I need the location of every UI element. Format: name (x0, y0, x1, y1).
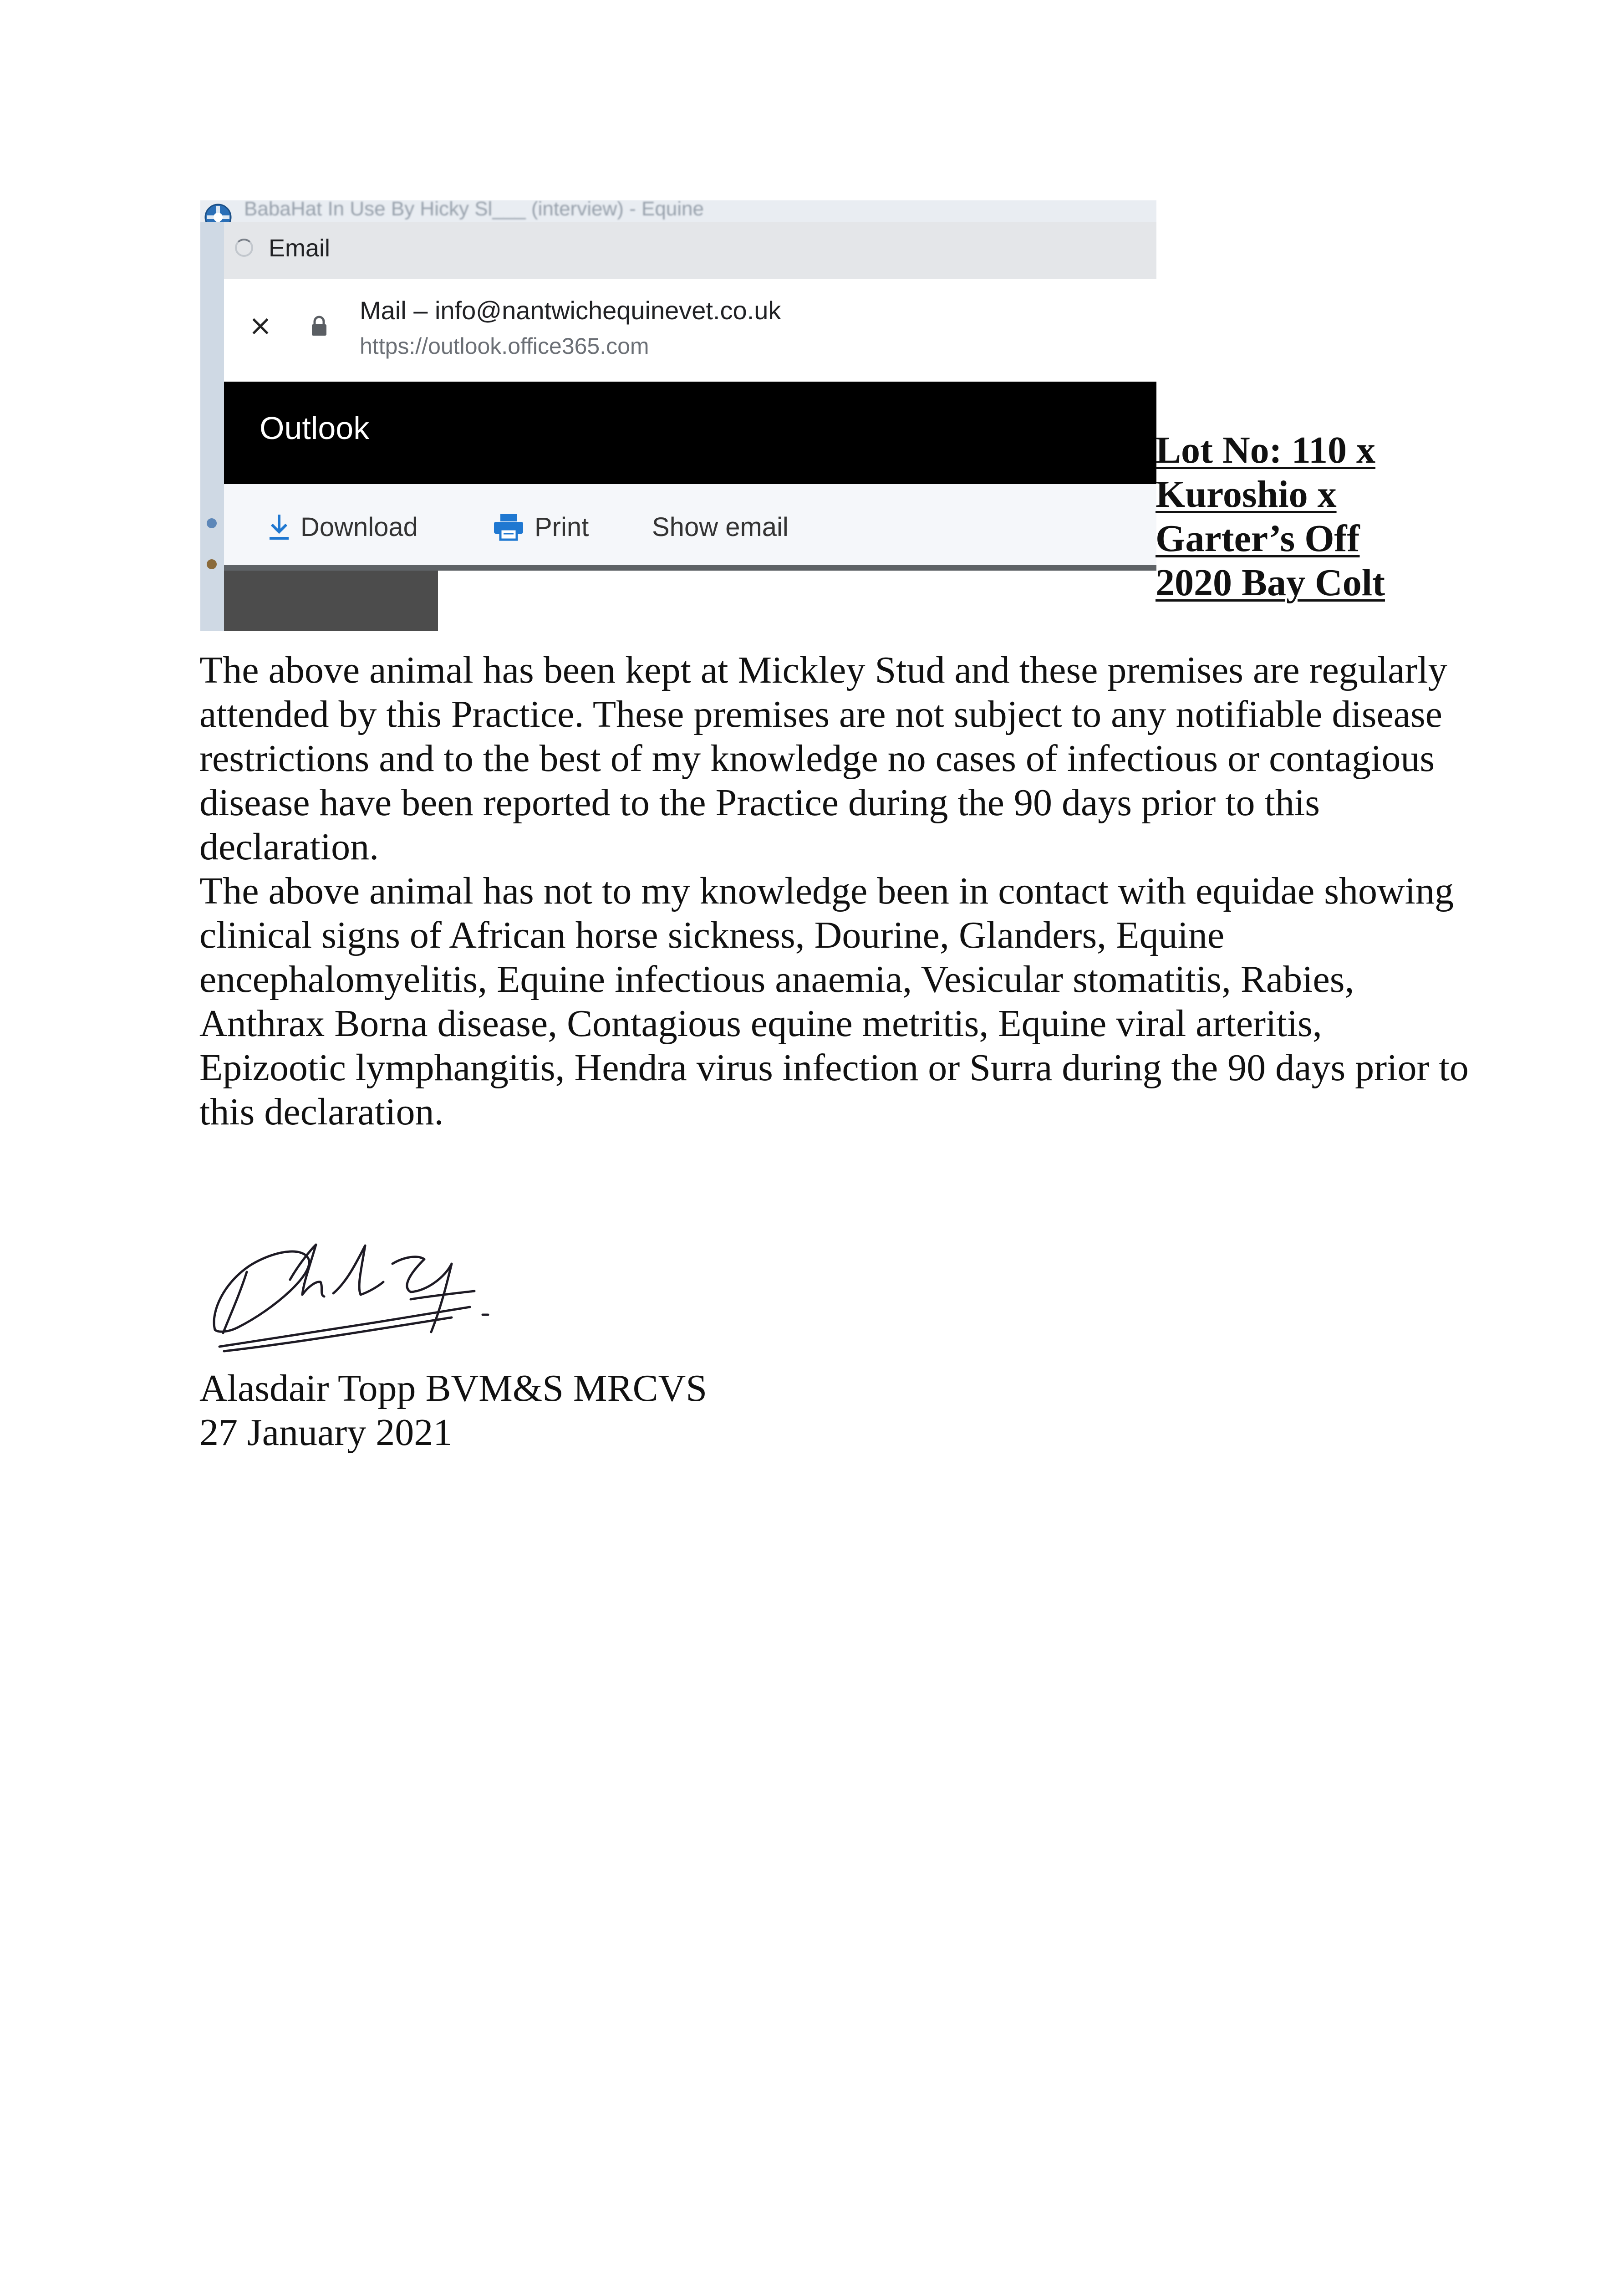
site-name: Mail – info@nantwichequinevet.co.uk (360, 296, 781, 325)
background-window-titlebar (200, 200, 1156, 224)
popup-title: Email (269, 235, 331, 262)
print-label: Print (535, 512, 589, 542)
background-icon (207, 518, 217, 528)
address-bar (224, 279, 1156, 382)
download-icon (268, 513, 290, 541)
lot-heading-line: Kuroshio x (1156, 473, 1337, 516)
embedded-screenshot (200, 200, 1156, 631)
lock-icon (311, 316, 328, 337)
email-popup-window (224, 222, 1156, 631)
show-email-button[interactable] (652, 509, 789, 545)
declaration-paragraph-premises: The above animal has been kept at Mickley Stud and these premises are regularly attended by this Practice. These premises are not subject to any notifiable disease restrictions and to the best of my knowledge no cases of infectious or contagious disease have been reported to the Practice during the 90 days prior to this declaration. (199, 649, 1447, 868)
signatory-name: Alasdair Topp BVM&S MRCVS (199, 1367, 708, 1409)
app-title: Outlook (260, 410, 370, 446)
lot-heading-line: Lot No: 110 x (1156, 429, 1375, 471)
declaration-paragraph-contact: The above animal has not to my knowledge been in contact with equidae showing clinical signs of African horse sickness, Dourine, Glanders, Equine encephalomyelitis, Equine infectious anaemia, Vesicular stomatitis, Rabies, Anthrax Borna disease, Contagious equine metritis, Equine viral arteritis, Epizootic lymphangitis, Hendra virus infection or Surra during the 90 days prior to this declaration. (199, 870, 1469, 1133)
background-icon (207, 559, 217, 569)
show-email-label: Show email (652, 512, 789, 542)
popup-header (224, 222, 1156, 279)
lot-heading-line: 2020 Bay Colt (1156, 562, 1385, 604)
outlook-header-bar (224, 382, 1156, 484)
background-window-edge (200, 222, 225, 631)
lot-heading (1156, 428, 1565, 605)
action-toolbar (224, 484, 1156, 571)
close-icon[interactable]: × (249, 309, 272, 342)
lot-heading-line: Garter’s Off (1156, 517, 1360, 560)
signature-date: 27 January 2021 (199, 1411, 453, 1454)
handwritten-signature (197, 1214, 497, 1364)
print-button[interactable] (493, 509, 589, 545)
download-button[interactable] (268, 509, 418, 545)
site-url: https://outlook.office365.com (360, 333, 649, 359)
signatory-block (199, 1366, 707, 1455)
download-label: Download (300, 512, 418, 542)
declaration-body (199, 648, 1474, 1134)
printer-icon (493, 513, 524, 541)
loading-spinner-icon (235, 239, 253, 257)
background-window-title: BabaHat In Use By Hicky Sl___ (interview) - Equine (244, 200, 704, 220)
dark-pane (224, 571, 438, 631)
